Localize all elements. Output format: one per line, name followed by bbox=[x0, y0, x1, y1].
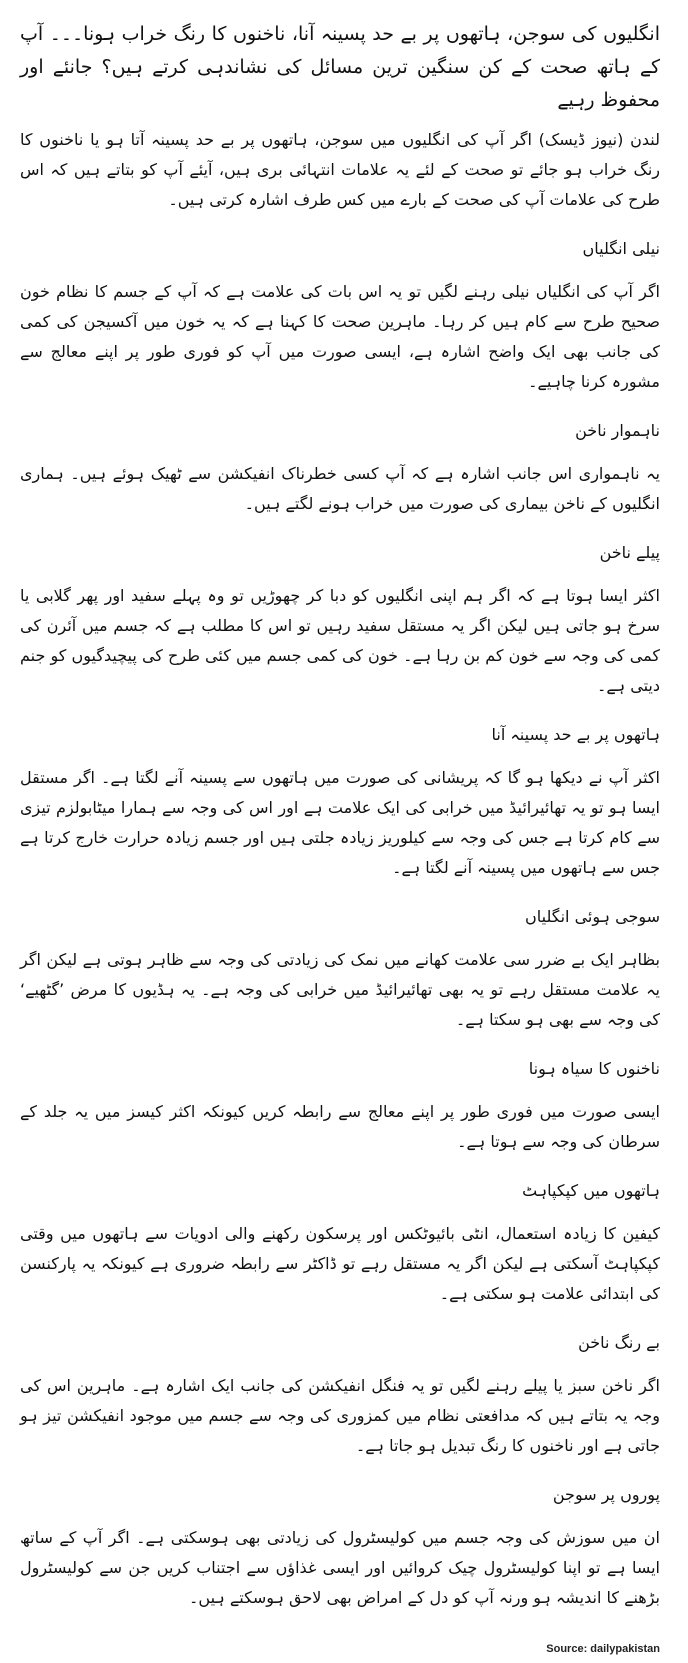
section-heading: ہاتھوں پر بے حد پسینہ آنا bbox=[491, 725, 660, 744]
section-body: ایسی صورت میں فوری طور پر اپنے معالج سے رابطہ کریں کیونکہ اکثر کیسز میں یہ جلد کے سرطان کی وجہ سے ہوتا ہے۔ bbox=[20, 1102, 660, 1151]
section-body: بظاہر ایک بے ضرر سی علامت کھانے میں نمک کی زیادتی کی وجہ سے ظاہر ہوتی ہے لیکن اگر یہ علامت مستقل رہے تو یہ بھی تھائیرائیڈ میں خرابی کی وجہ ہے۔ یہ ہڈیوں کا مرض ’گٹھیے‘ کی وجہ سے بھی ہو سکتا ہے۔ bbox=[20, 950, 660, 1029]
section-uneven-nails bbox=[20, 417, 660, 519]
article-headline: انگلیوں کی سوجن، ہاتھوں پر بے حد پسینہ آنا، ناخنوں کا رنگ خراب ہونا۔۔۔ آپ کے ہاتھ صحت کے کن سنگین ترین مسائل کی نشاندہی کرتے ہیں؟ جانئے اور محفوظ رہیے bbox=[20, 23, 660, 111]
section-heading: ہاتھوں میں کپکپاہٹ bbox=[522, 1181, 660, 1200]
section-heading: نیلی انگلیاں bbox=[582, 239, 660, 258]
section-heading: سوجی ہوئی انگلیاں bbox=[525, 907, 660, 926]
section-body: اکثر ایسا ہوتا ہے کہ اگر ہم اپنی انگلیوں کو دبا کر چھوڑیں تو وہ پہلے سفید اور پھر گلابی یا سرخ ہو جاتی ہیں لیکن اگر یہ مستقل سفید رہیں تو اس کا مطلب ہے کہ جسم میں آئرن کی کمی کی وجہ سے خون کم بن رہا ہے۔ خون کی کمی جسم میں کئی طرح کی پیچیدگیوں کو جنم دیتی ہے۔ bbox=[20, 586, 660, 695]
section-hand-tremors bbox=[20, 1177, 660, 1309]
section-body: اکثر آپ نے دیکھا ہو گا کہ پریشانی کی صورت میں ہاتھوں سے پسینہ آنے لگتا ہے۔ اگر مستقل ایسا ہو تو یہ تھائیرائیڈ میں خرابی کی ایک علامت ہے اور اس کی وجہ سے ہمارا میٹابولزم تیزی سے کام کرتا ہے جس کی وجہ سے کیلوریز زیادہ جلتی ہیں اور جسم زیادہ حرارت خارج کرتا ہے جس سے ہاتھوں میں پسینہ آنے لگتا ہے۔ bbox=[20, 768, 660, 877]
section-heading: پوروں پر سوجن bbox=[552, 1485, 660, 1504]
section-body: اگر ناخن سبز یا پیلے رہنے لگیں تو یہ فنگل انفیکشن کی جانب ایک اشارہ ہے۔ ماہرین اس کی وجہ یہ بتاتے ہیں کہ مدافعتی نظام میں کمزوری کی وجہ سے جسم میں موجود انفیکشن تیز ہو جاتی ہے اور ناخنوں کا رنگ تبدیل ہو جاتا ہے۔ bbox=[20, 1376, 660, 1455]
section-swollen-knuckles bbox=[20, 1481, 660, 1613]
section-body: ان میں سوزش کی وجہ جسم میں کولیسٹرول کی زیادتی بھی ہوسکتی ہے۔ اگر آپ کے ساتھ ایسا ہے تو اپنا کولیسٹرول چیک کروائیں اور ایسی غذاؤں سے اجتناب کریں جن سے کولیسٹرول بڑھنے کا اندیشہ ہو ورنہ آپ کو دل کے امراض بھی لاحق ہوسکتے ہیں۔ bbox=[20, 1528, 660, 1607]
section-body: اگر آپ کی انگلیاں نیلی رہنے لگیں تو یہ اس بات کی علامت ہے کہ آپ کے جسم کا نظام خون صحیح طرح سے کام ہیں کر رہا۔ ماہرین صحت کا کہنا ہے کہ یہ خون میں آکسیجن کی کمی کی جانب بھی ایک واضح اشارہ ہے، ایسی صورت میں آپ کو فوری طور پر اپنے معالج سے مشورہ کرنا چاہیے۔ bbox=[20, 282, 660, 391]
section-swollen-fingers bbox=[20, 903, 660, 1035]
section-heading: پیلے ناخن bbox=[599, 543, 660, 562]
section-heading: ناخنوں کا سیاہ ہونا bbox=[528, 1059, 660, 1078]
section-heading: ناہموار ناخن bbox=[575, 421, 660, 440]
article-intro: لندن (نیوز ڈیسک) اگر آپ کی انگلیوں میں سوجن، ہاتھوں پر بے حد پسینہ آتا ہو یا ناخنوں کا رنگ خراب ہو جائے تو صحت کے لئے یہ علامات انتہائی بری ہیں، آیئے آپ کو بتاتے ہیں کہ اس طرح کی علامات آپ کی صحت کے بارے میں کس طرف اشارہ کرتی ہیں۔ bbox=[20, 130, 660, 209]
source-credit: Source: dailypakistan bbox=[546, 1643, 660, 1655]
section-discolored-nails bbox=[20, 1329, 660, 1461]
section-sweaty-hands bbox=[20, 721, 660, 883]
section-black-nails bbox=[20, 1055, 660, 1157]
section-body: یہ ناہمواری اس جانب اشارہ ہے کہ آپ کسی خطرناک انفیکشن سے ٹھیک ہوئے ہیں۔ ہماری انگلیوں کے ناخن بیماری کی صورت میں خراب ہونے لگتے ہیں۔ bbox=[20, 464, 660, 513]
section-blue-fingers bbox=[20, 235, 660, 397]
section-body: کیفین کا زیادہ استعمال، انٹی بائیوٹکس اور پرسکون رکھنے والی ادویات سے ہاتھوں میں وقتی کپکپاہٹ آسکتی ہے لیکن اگر یہ مستقل رہے تو ڈاکٹر سے رابطہ ضروری ہے کیونکہ یہ پارکنسن کی ابتدائی علامت ہو سکتی ہے۔ bbox=[20, 1224, 660, 1303]
section-heading: بے رنگ ناخن bbox=[578, 1333, 660, 1352]
section-yellow-nails bbox=[20, 539, 660, 701]
